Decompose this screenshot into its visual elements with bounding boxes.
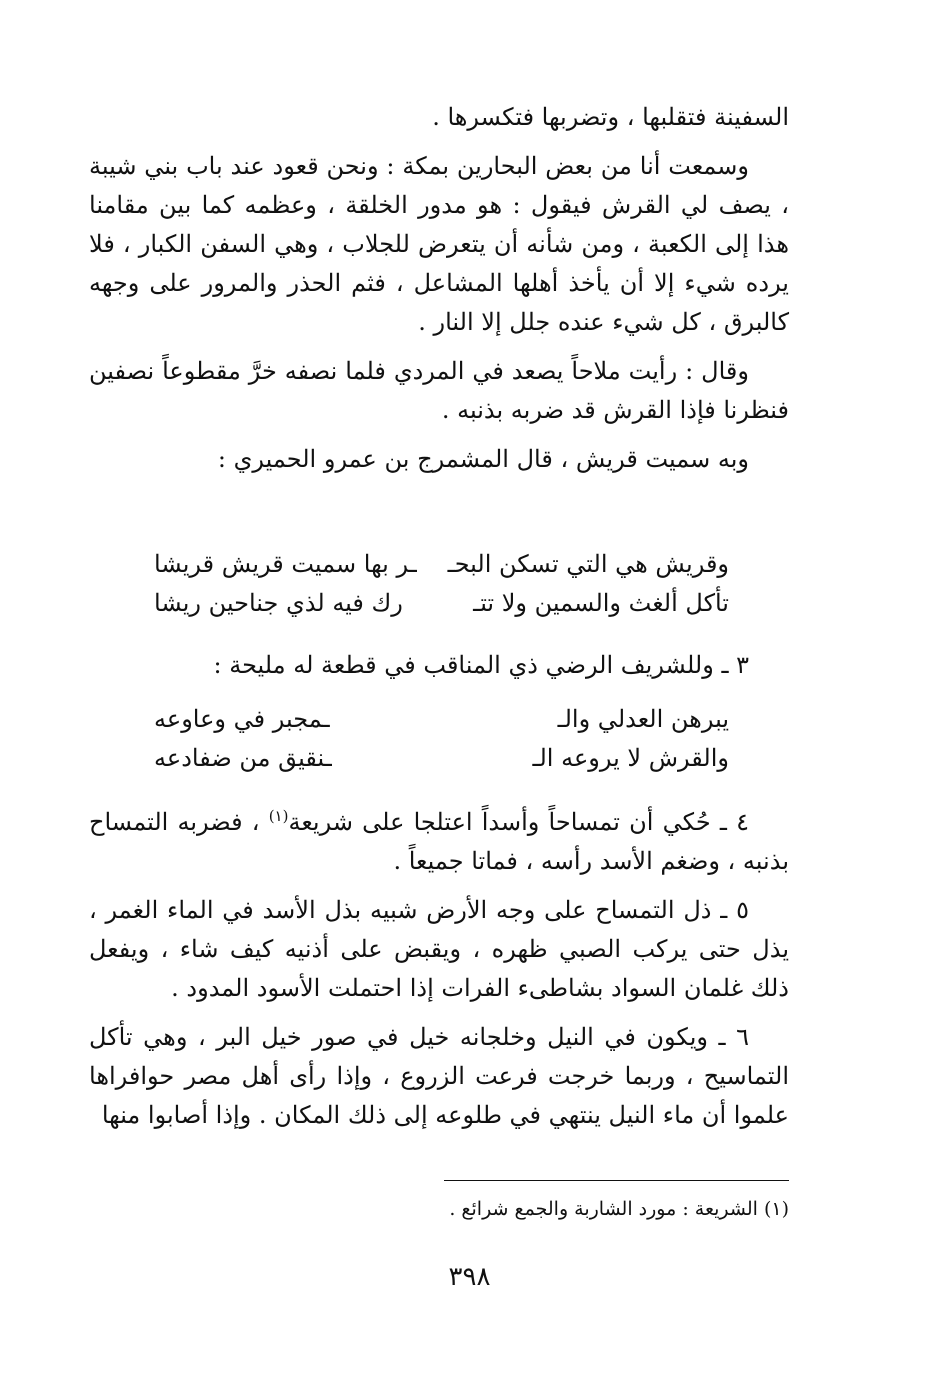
paragraph-4: وبه سميت قريش ، قال المشمرج بن عمرو الحميري :: [217, 445, 749, 473]
footnote-divider: [444, 1180, 789, 1181]
footnote: (١) الشريعة : مورد الشاربة والجمع شرائع .: [449, 1198, 789, 1220]
paragraph-1: السفينة فتقلبها ، وتضربها فتكسرها .: [432, 103, 789, 131]
text-block-top: [89, 98, 789, 479]
text-block-bottom: [89, 797, 789, 1135]
poem-2-line-2-first-hemistich: والقرش لا يروعه الـ: [532, 744, 729, 772]
paragraph-2: وسمعت أنا من بعض البحارين بمكة : ونحن قعود عند باب بني شيبة ، يصف لي القرش فيقول : هو مدور الخلقة ، وعظمه كما بين مقامنا هذا إلى الكعبة ، ومن شأنه أن يتعرض للجلاب ، وهي السفن الكبار ، فلا يرده شيء إلا أن يأخذ أهلها المشاعل ، فثم الحذر والمرور على وجهه كالبرق ، كل شيء عنده جلل إلا النار .: [89, 152, 789, 336]
page-number: ٣٩٨: [448, 1262, 491, 1292]
paragraph-5: ٣ ـ وللشريف الرضي ذي المناقب في قطعة له مليحة :: [213, 651, 749, 679]
text-block-intro-poem-2: [89, 646, 789, 685]
paragraph-8: ٦ ـ ويكون في النيل وخلجانه خيل في صور خيل البر ، وهي تأكل التماسيح ، وربما خرجت فرعت الزروع ، وإذا رأى أهل مصر حوافراها علموا أن ماء النيل ينتهي في طلوعه إلى ذلك المكان . وإذا أصابوا منها: [89, 1023, 789, 1129]
paragraph-3: وقال : رأيت ملاحاً يصعد في المردي فلما نصفه خرَّ مقطوعاً نصفين فنظرنا فإذا القرش قد ضربه بذنبه .: [89, 357, 789, 424]
footnote-marker: (١): [268, 807, 289, 825]
paragraph-6: [89, 797, 789, 881]
poem-1: [89, 545, 789, 623]
poem-1-line-2-second-hemistich: رك فيه لذي جناحين ريشا: [154, 589, 403, 617]
poem-2: [89, 700, 789, 778]
poem-1-line-1-second-hemistich: ـر بها سميت قريش قريشا: [154, 550, 417, 578]
poem-2-line-1-first-hemistich: يبرهن العدلي والـ: [557, 705, 729, 733]
paragraph-6-text-after-note: ، فضربه التمساح بذنبه ، وضغم الأسد رأسه ، فماتا جميعاً .: [89, 808, 789, 875]
paragraph-7: ٥ ـ ذل التمساح على وجه الأرض شبيه بذل الأسد في الماء الغمر ، يذل حتى يركب الصبي ظهره ، ويقبض على أذنيه كيف شاء ، ويفعل ذلك غلمان السواد بشاطىء الفرات إذا احتملت الأسود المدود .: [89, 896, 789, 1002]
poem-2-line-1-second-hemistich: ـمجبر في وعاوعه: [154, 705, 330, 733]
poem-1-line-1-first-hemistich: وقريش هي التي تسكن البحـ: [447, 550, 729, 578]
paragraph-6-text-before-note: ٤ ـ حُكي أن تمساحاً وأسداً اعتلجا على شريعة: [288, 808, 750, 836]
poem-1-line-2-first-hemistich: تأكل ألغث والسمين ولا تتـ: [473, 589, 729, 617]
poem-2-line-2-second-hemistich: ـنقيق من ضفادعه: [154, 744, 332, 772]
